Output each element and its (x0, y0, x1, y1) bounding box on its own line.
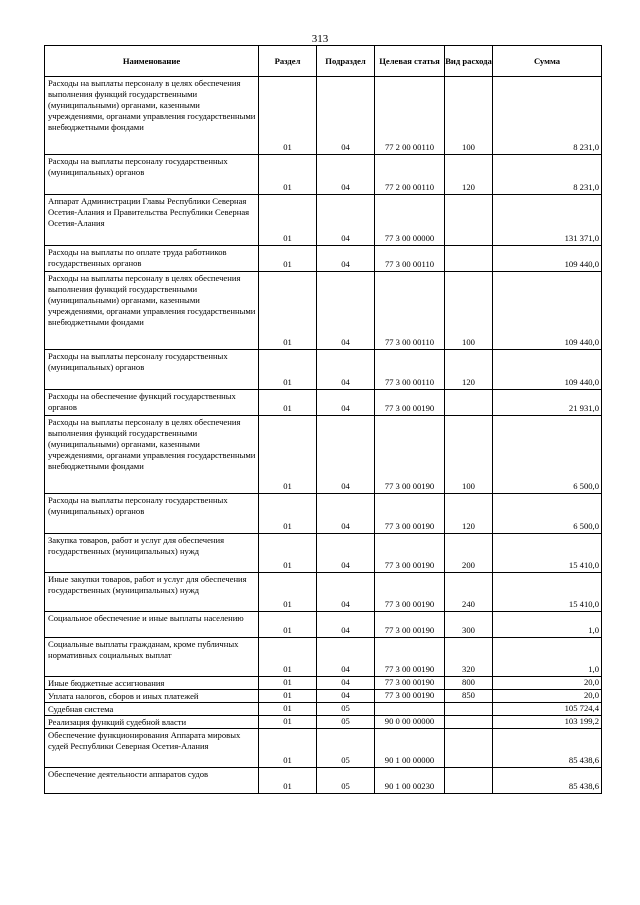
row-subsection: 04 (317, 677, 375, 690)
row-section: 01 (259, 703, 317, 716)
table-row (45, 612, 602, 638)
row-target: 77 3 00 00190 (375, 390, 445, 416)
table-row (45, 534, 602, 573)
row-type: 120 (445, 494, 493, 534)
table-header-row (45, 46, 602, 77)
row-name: Расходы на обеспечение функций государственных органов (45, 390, 259, 416)
row-section: 01 (259, 612, 317, 638)
row-target: 77 3 00 00190 (375, 612, 445, 638)
row-type (445, 195, 493, 246)
table-row (45, 155, 602, 195)
row-amount: 85 438,6 (493, 729, 602, 768)
row-subsection: 04 (317, 155, 375, 195)
row-type: 320 (445, 638, 493, 677)
row-section: 01 (259, 690, 317, 703)
row-target: 77 3 00 00190 (375, 677, 445, 690)
row-subsection: 04 (317, 612, 375, 638)
row-name: Иные закупки товаров, работ и услуг для обеспечения государственных (муниципальных) нужд (45, 573, 259, 612)
row-subsection: 04 (317, 77, 375, 155)
table-row (45, 690, 602, 703)
row-target: 77 3 00 00110 (375, 246, 445, 272)
row-section: 01 (259, 729, 317, 768)
row-amount: 109 440,0 (493, 272, 602, 350)
row-amount: 103 199,2 (493, 716, 602, 729)
row-target: 90 1 00 00230 (375, 768, 445, 794)
row-amount: 20,0 (493, 690, 602, 703)
row-subsection: 04 (317, 638, 375, 677)
row-subsection: 04 (317, 494, 375, 534)
row-subsection: 05 (317, 729, 375, 768)
row-name: Расходы на выплаты персоналу государственных (муниципальных) органов (45, 155, 259, 195)
row-amount: 6 500,0 (493, 494, 602, 534)
row-section: 01 (259, 416, 317, 494)
row-amount: 109 440,0 (493, 350, 602, 390)
row-name: Уплата налогов, сборов и иных платежей (45, 690, 259, 703)
row-section: 01 (259, 155, 317, 195)
row-amount: 15 410,0 (493, 534, 602, 573)
table-row (45, 729, 602, 768)
row-subsection: 04 (317, 390, 375, 416)
row-amount: 8 231,0 (493, 77, 602, 155)
row-amount: 105 724,4 (493, 703, 602, 716)
header-target: Целевая статья (375, 46, 445, 77)
row-subsection: 05 (317, 768, 375, 794)
row-target: 77 3 00 00110 (375, 350, 445, 390)
row-type: 200 (445, 534, 493, 573)
row-target: 77 3 00 00190 (375, 690, 445, 703)
row-section: 01 (259, 390, 317, 416)
header-type: Вид расхода (445, 46, 493, 77)
row-amount: 1,0 (493, 612, 602, 638)
row-target: 77 2 00 00110 (375, 155, 445, 195)
row-type (445, 390, 493, 416)
row-section: 01 (259, 494, 317, 534)
row-name: Расходы на выплаты персоналу государственных (муниципальных) органов (45, 350, 259, 390)
row-type (445, 246, 493, 272)
row-name: Социальное обеспечение и иные выплаты населению (45, 612, 259, 638)
row-type: 240 (445, 573, 493, 612)
row-subsection: 04 (317, 350, 375, 390)
row-type: 300 (445, 612, 493, 638)
row-section: 01 (259, 246, 317, 272)
row-name: Расходы на выплаты по оплате труда работников государственных органов (45, 246, 259, 272)
row-name: Расходы на выплаты персоналу в целях обеспечения выполнения функций государственными (муниципальными) органами, казенными учреждениями, органами управления государственными внебюджетными фондами (45, 416, 259, 494)
row-target: 90 1 00 00000 (375, 729, 445, 768)
row-amount: 6 500,0 (493, 416, 602, 494)
row-section: 01 (259, 350, 317, 390)
row-section: 01 (259, 272, 317, 350)
row-amount: 21 931,0 (493, 390, 602, 416)
row-amount: 8 231,0 (493, 155, 602, 195)
row-subsection: 04 (317, 246, 375, 272)
row-target (375, 703, 445, 716)
table-row (45, 768, 602, 794)
table-row (45, 677, 602, 690)
row-name: Закупка товаров, работ и услуг для обеспечения государственных (муниципальных) нужд (45, 534, 259, 573)
row-type (445, 703, 493, 716)
row-section: 01 (259, 638, 317, 677)
row-name: Расходы на выплаты персоналу в целях обеспечения выполнения функций государственными (муниципальными) органами, казенными учреждениями, органами управления государственными внебюджетными фондами (45, 77, 259, 155)
row-section: 01 (259, 534, 317, 573)
row-section: 01 (259, 768, 317, 794)
row-name: Реализация функций судебной власти (45, 716, 259, 729)
row-subsection: 05 (317, 716, 375, 729)
row-type (445, 768, 493, 794)
header-section: Раздел (259, 46, 317, 77)
table-row (45, 716, 602, 729)
row-target: 77 3 00 00190 (375, 638, 445, 677)
row-amount: 1,0 (493, 638, 602, 677)
row-target: 77 3 00 00190 (375, 416, 445, 494)
row-section: 01 (259, 677, 317, 690)
table-row (45, 272, 602, 350)
row-section: 01 (259, 573, 317, 612)
header-name: Наименование (45, 46, 259, 77)
row-type: 800 (445, 677, 493, 690)
row-amount: 109 440,0 (493, 246, 602, 272)
row-type (445, 729, 493, 768)
table-row (45, 416, 602, 494)
row-name: Расходы на выплаты персоналу в целях обеспечения выполнения функций государственными (муниципальными) органами, казенными учреждениями, органами управления государственными внебюджетными фондами (45, 272, 259, 350)
row-subsection: 04 (317, 272, 375, 350)
table-row (45, 77, 602, 155)
row-name: Обеспечение функционирования Аппарата мировых судей Республики Северная Осетия-Алания (45, 729, 259, 768)
budget-table (44, 45, 602, 794)
row-subsection: 05 (317, 703, 375, 716)
row-target: 90 0 00 00000 (375, 716, 445, 729)
table-row (45, 350, 602, 390)
row-type: 100 (445, 77, 493, 155)
row-name: Социальные выплаты гражданам, кроме публичных нормативных социальных выплат (45, 638, 259, 677)
row-section: 01 (259, 77, 317, 155)
header-amount: Сумма (493, 46, 602, 77)
row-type: 100 (445, 272, 493, 350)
row-amount: 20,0 (493, 677, 602, 690)
row-name: Аппарат Администрации Главы Республики Северная Осетия-Алания и Правительства Республики Северная Осетия-Алания (45, 195, 259, 246)
row-amount: 131 371,0 (493, 195, 602, 246)
row-subsection: 04 (317, 534, 375, 573)
table-row (45, 703, 602, 716)
row-type (445, 716, 493, 729)
row-type: 100 (445, 416, 493, 494)
row-subsection: 04 (317, 573, 375, 612)
row-target: 77 3 00 00190 (375, 534, 445, 573)
row-type: 850 (445, 690, 493, 703)
table-row (45, 494, 602, 534)
table-row (45, 195, 602, 246)
row-target: 77 3 00 00190 (375, 494, 445, 534)
row-type: 120 (445, 350, 493, 390)
row-name: Обеспечение деятельности аппаратов судов (45, 768, 259, 794)
table-row (45, 573, 602, 612)
row-name: Расходы на выплаты персоналу государственных (муниципальных) органов (45, 494, 259, 534)
row-target: 77 2 00 00110 (375, 77, 445, 155)
row-subsection: 04 (317, 195, 375, 246)
row-target: 77 3 00 00000 (375, 195, 445, 246)
row-name: Иные бюджетные ассигнования (45, 677, 259, 690)
header-subsection: Подраздел (317, 46, 375, 77)
row-target: 77 3 00 00190 (375, 573, 445, 612)
row-amount: 15 410,0 (493, 573, 602, 612)
row-target: 77 3 00 00110 (375, 272, 445, 350)
row-section: 01 (259, 716, 317, 729)
row-name: Судебная система (45, 703, 259, 716)
table-row (45, 246, 602, 272)
page-number: 313 (311, 33, 329, 45)
row-subsection: 04 (317, 690, 375, 703)
row-subsection: 04 (317, 416, 375, 494)
table-row (45, 638, 602, 677)
row-type: 120 (445, 155, 493, 195)
table-row (45, 390, 602, 416)
row-amount: 85 438,6 (493, 768, 602, 794)
row-section: 01 (259, 195, 317, 246)
